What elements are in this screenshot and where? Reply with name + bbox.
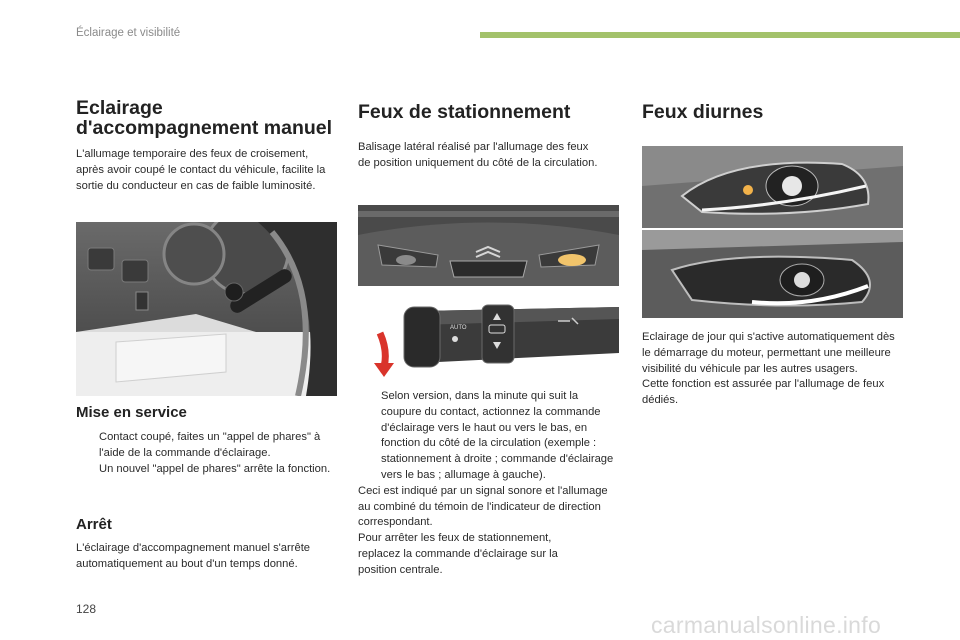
column-parking-lights	[358, 98, 620, 172]
column-accompaniment	[76, 98, 338, 194]
page-number: 128	[76, 602, 97, 616]
headlight-image-top	[642, 146, 903, 228]
arret-section	[76, 516, 338, 573]
mise-en-service-list	[76, 430, 338, 477]
section-accent-bar	[480, 32, 960, 38]
daytime-lights-text2: Cette fonction est assurée par l'allumage de feux dédiés.	[642, 378, 885, 407]
light-stalk-illustration	[358, 293, 619, 385]
stalk-auto-label: AUTO	[450, 325, 467, 331]
daytime-lights-title: Feux diurnes	[642, 101, 764, 123]
car-front-illustration	[358, 205, 619, 286]
dashboard-illustration	[76, 222, 337, 396]
light-stalk-image	[358, 293, 619, 385]
list-item	[76, 462, 338, 478]
mise-en-service-section	[76, 404, 338, 477]
car-front-image	[358, 205, 619, 286]
parking-lights-para1: Ceci est indiqué par un signal sonore et l'allumage au combiné du témoin de l'indicateur de direction correspondant.	[358, 484, 608, 529]
headlight-top-illustration	[642, 146, 903, 228]
section-title: Éclairage et visibilité	[76, 27, 181, 39]
headlight-bottom-illustration	[642, 230, 903, 318]
arret-heading: Arrêt	[76, 516, 112, 533]
arret-text: L'éclairage d'accompagnement manuel s'arrête automatiquement au bout d'un temps donné.	[76, 542, 311, 570]
parking-lights-para2: Pour arrêter les feux de stationnement, replacez la commande d'éclairage sur la position centrale.	[358, 532, 558, 576]
column-daytime-lights	[642, 98, 904, 122]
headlight-image-bottom	[642, 230, 903, 318]
daytime-lights-body	[642, 330, 904, 409]
parking-lights-list	[358, 389, 620, 484]
dashboard-stalk-image	[76, 222, 337, 396]
parking-lights-body	[358, 389, 620, 579]
list-item-text: Selon version, dans la minute qui suit la coupure du contact, actionnez la commande d'éclairage vers le haut ou vers le bas, en fonction du côté de la circulation (exemple : stationnement à droite ; commande d'éclairage vers le bas ; allumage à gauche).	[381, 390, 614, 481]
list-item	[358, 389, 620, 484]
list-item	[76, 430, 338, 462]
accompaniment-title: Eclairage d'accompagnement manuel	[76, 97, 333, 139]
list-item-text: Contact coupé, faites un "appel de phares" à l'aide de la commande d'éclairage.	[99, 431, 321, 459]
daytime-lights-text1: Eclairage de jour qui s'active automatiquement dès le démarrage du moteur, permettant une meilleure visibilité du véhicule par les autres usagers.	[642, 331, 895, 375]
watermark-text: carmanualsonline.info	[651, 612, 882, 638]
list-item-text: Un nouvel "appel de phares" arrête la fonction.	[99, 462, 331, 475]
accompaniment-intro: L'allumage temporaire des feux de croisement, après avoir coupé le contact du véhicule, facilite la sortie du conducteur en cas de faible luminosité.	[76, 148, 326, 192]
parking-lights-title: Feux de stationnement	[358, 101, 571, 123]
parking-lights-intro: Balisage latéral réalisé par l'allumage des feux de position uniquement du côté de la circulation.	[358, 141, 598, 169]
mise-en-service-heading: Mise en service	[76, 404, 187, 421]
